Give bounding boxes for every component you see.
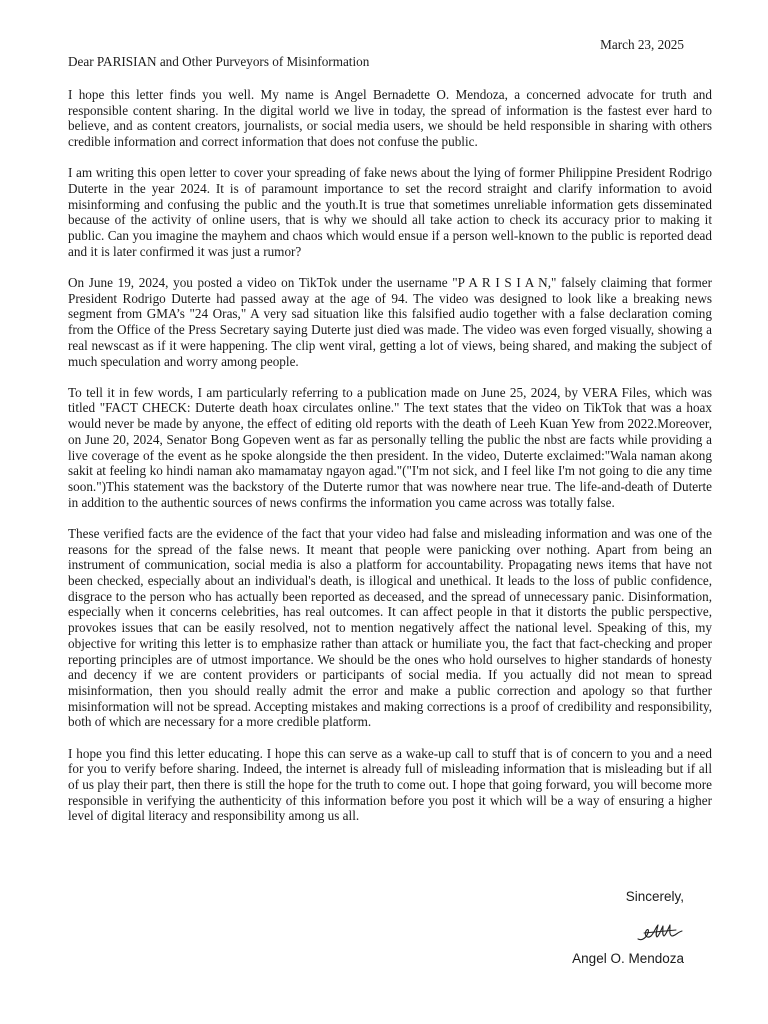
letter-date: March 23, 2025 <box>600 37 684 52</box>
paragraph-introduction: I hope this letter finds you well. My name is Angel Bernadette O. Mendoza, a concerned advocate for truth and responsible content sharing. In the digital world we live in today, the spread of information is the fastest ever hard to believe, and as content creators, journalists, or social media users, we should be held responsible in sharing with others credible information and correct information that does not confuse the public. <box>68 87 712 150</box>
paragraph-consequences: These verified facts are the evidence of the fact that your video had false and misleading information and was one of the reasons for the spread of the false news. It meant that people were panicking over nothing. Apart from being an instrument of communication, social media is also a platform for accountability. Propagating news items that have not been checked, especially about an individual's death, is illogical and unethical. It leads to the loss of public confidence, disgrace to the person who has actually been reported as deceased, and the spread of unnecessary panic. Disinformation, especially when it concerns celebrities, has real outcomes. It can affect people in that it distorts the public perspective, provokes issues that can be easily resolved, not to mention negatively affect the national level. Speaking of this, my objective for writing this letter is to emphasize rather than attack or humiliate you, the fact that fact-checking and proper reporting principles are of utmost importance. We should be the ones who hold ourselves to higher standards of honesty and decency if we are content providers or participants of social media. If you actually did not mean to spread misinformation, then you should really admit the error and make a public correction and apology so that further misinformation will not be spread. Accepting mistakes and making corrections is a proof of credibility and responsibility, both of which are necessary for a more credible platform. <box>68 525 712 730</box>
paragraph-purpose: I am writing this open letter to cover your spreading of fake news about the lying of former Philippine President Rodrigo Duterte in the year 2024. It is of paramount importance to set the record straight and clarify information to avoid misinforming and confusing the public and the youth.It is true that sometimes unreliable information gets disseminated because of the activity of online users, that is why we should all take action to check its accuracy prior to making it public. Can you imagine the mayhem and chaos which would ensue if a person well-known to the public is reported dead and it is later confirmed it was just a rumor? <box>68 165 712 259</box>
paragraph-fact-check: To tell it in few words, I am particularly referring to a publication made on June 25, 2024, by VERA Files, which was titled "FACT CHECK: Duterte death hoax circulates online." The text states that the video on TikTok that was a hoax would never be made by anyone, the effect of editing old reports with the death of Leeh Kuan Yew from 2022.Moreover, on June 20, 2024, Senator Bong Gopeven went as far as personally telling the public the nbst are facts while providing a live coverage of the event as he spoke alongside the then president. In the video, Duterte exclaimed:"Wala naman akong sakit at feeling ko hindi naman ako mamamatay ngayon agad."("I'm not sick, and I feel like I'm not going to die any time soon.")This statement was the backstory of the Duterte rumor that was nowhere near true. The life-and-death of Duterte in addition to the authentic sources of news confirms the information you came across was totally false. <box>68 384 712 510</box>
paragraph-incident: On June 19, 2024, you posted a video on TikTok under the username "P A R I S I A N," falsely claiming that former President Rodrigo Duterte had passed away at the age of 94. The video was designed to look like a breaking news segment from GMA’s "24 Oras," A very sad situation like this falsified audio together with a false declaration coming from the Office of the Press Secretary saying Duterte just died was made. The video was even forged visually, showing a real newscast as if it were happening. The clip went viral, getting a lot of views, being shared, and making the subject of much speculation and worry among people. <box>68 275 712 369</box>
paragraph-conclusion: I hope you find this letter educating. I hope this can serve as a wake-up call to stuff that is of concern to you and a need for you to verify before sharing. Indeed, the internet is already full of misleading information that is misleading but if all of us play their part, then there is still the hope for the truth to come out. I hope that going forward, you will become more responsible in verifying the authenticity of this information before you post it which will be a way of ensuring a higher level of digital literacy and responsibility among us all. <box>68 745 712 824</box>
signatory-name: Angel O. Mendoza <box>572 951 684 966</box>
handwritten-signature <box>636 921 684 943</box>
closing: Sincerely, <box>625 889 684 904</box>
letter-body <box>68 87 712 840</box>
salutation: Dear PARISIAN and Other Purveyors of Misinformation <box>68 54 370 69</box>
